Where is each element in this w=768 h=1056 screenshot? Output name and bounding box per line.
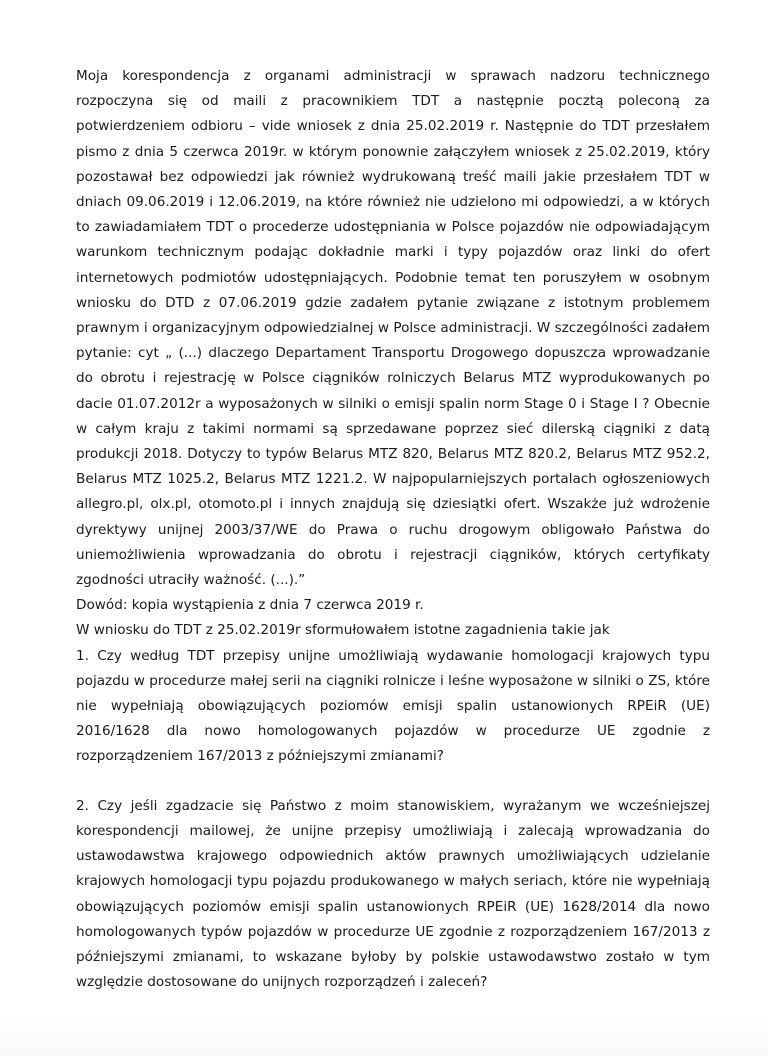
paragraph-gap	[76, 770, 710, 794]
evidence-line: Dowód: kopia wystąpienia z dnia 7 czerwca 2019 r.	[76, 597, 424, 614]
question-2: 2. Czy jeśli zgadzacie się Państwo z moim stanowiskiem, wyrażanym we wcześniejszej korespondencji mailowej, że unijne przepisy umożliwiają i zalecają wprowadzania do ustawodawstwa krajowego odpowiednich aktów prawnych umożliwiających udzielanie krajowych homologacji typu pojazdu produkowanego w małych seriach, które nie wypełniają obowiązujących poziomów emisji spalin ustanowionych RPEiR (UE) 1628/2014 dla nowo homologowanych typów pojazdów w procedurze UE zgodnie z rozporządzeniem 167/2013 z późniejszymi zmianami, to wskazane byłoby by polskie ustawodawstwo zostało w tym względzie dostosowane do unijnych rozporządzeń i zaleceń?	[76, 797, 710, 991]
scan-edge-shade	[0, 1016, 768, 1056]
question-1: 1. Czy według TDT przepisy unijne umożliwiają wydawanie homologacji krajowych typu pojazdu w procedurze małej serii na ciągniki rolnicze i leśne wyposażone w silniki o ZS, które nie wypełniają obowiązujących poziomów emisji spalin ustanowionych RPEiR (UE) 2016/1628 dla nowo homologowanych pojazdów w procedurze UE zgodnie z rozporządzeniem 167/2013 z późniejszymi zmianami?	[76, 647, 710, 765]
intro-line: W wniosku do TDT z 25.02.2019r sformułowałem istotne zagadnienia takie jak	[76, 622, 610, 639]
main-paragraph: Moja korespondencja z organami administracji w sprawach nadzoru technicznego rozpoczyna się od maili z pracownikiem TDT a następnie pocztą poleconą za potwierdzeniem odbioru – vide wniosek z dnia 25.02.2019 r. Następnie do TDT przesłałem pismo z dnia 5 czerwca 2019r. w którym ponownie załączyłem wniosek z 25.02.2019, który pozostawał bez odpowiedzi jak również wydrukowaną treść maili jakie przesłałem TDT w dniach 09.06.2019 i 12.06.2019, na które również nie udzielono mi odpowiedzi, a w których to zawiadamiałem TDT o procederze udostępniania w Polsce pojazdów nie odpowiadającym warunkom technicznym podając dokładnie marki i typy pojazdów oraz linki do ofert internetowych podmiotów udostępniających. Podobnie temat ten poruszyłem w osobnym wniosku do DTD z 07.06.2019 gdzie zadałem pytanie związane z istotnym problemem prawnym i organizacyjnym odpowiedzialnej w Polsce administracji. W szczególności zadałem pytanie: cyt „ (...) dlaczego Departament Transportu Drogowego dopuszcza wprowadzanie do obrotu i rejestrację w Polsce ciągników rolniczych Belarus MTZ wyprodukowanych po dacie 01.07.2012r a wyposażonych w silniki o emisji spalin norm Stage 0 i Stage I ? Obecnie w całym kraju z takimi normami są sprzedawane poprzez sieć dilerską ciągniki z datą produkcji 2018. Dotyczy to typów Belarus MTZ 820, Belarus MTZ 820.2, Belarus MTZ 952.2, Belarus MTZ 1025.2, Belarus MTZ 1221.2. W najpopularniejszych portalach ogłoszeniowych allegro.pl, olx.pl, otomoto.pl i innych znajdują się dziesiątki ofert. Wszakże już wdrożenie dyrektywy unijnej 2003/37/WE do Prawa o ruchu drogowym obligowało Państwa do uniemożliwienia wprowadzania do obrotu i rejestracji ciągników, których certyfikaty zgodności utraciły ważność. (...).”	[76, 68, 710, 589]
